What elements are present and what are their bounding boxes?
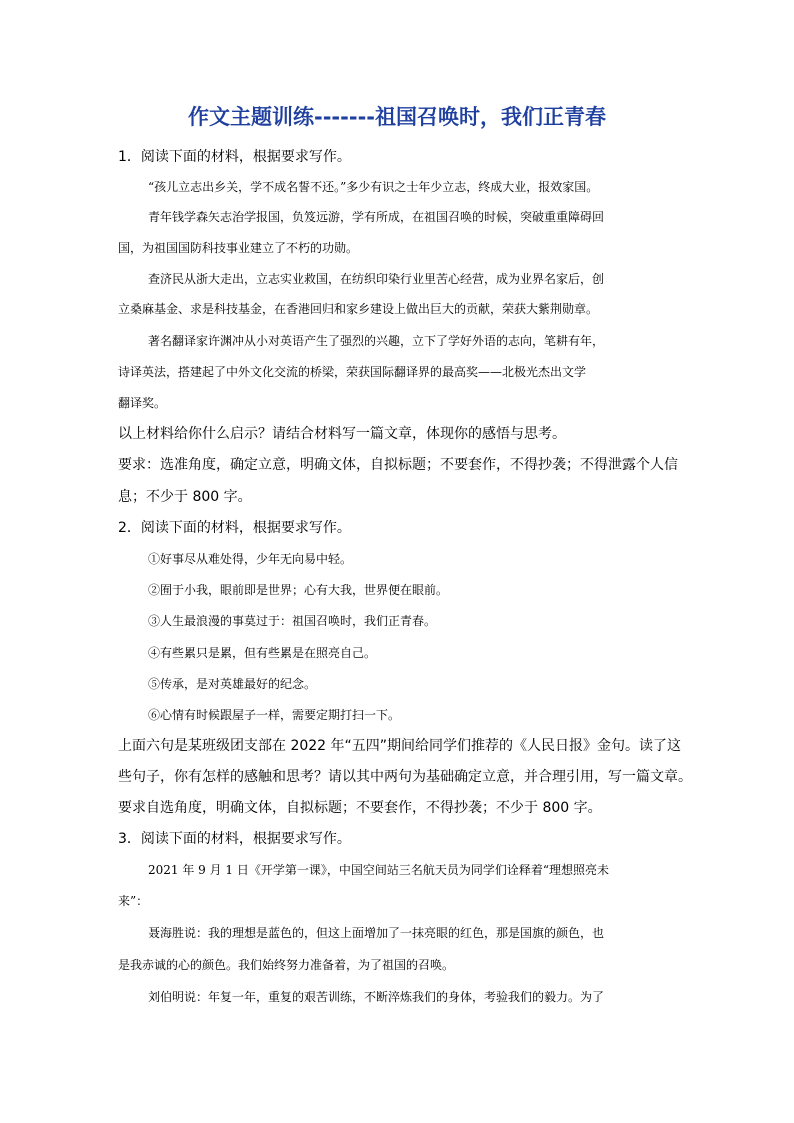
q2-prompt: 要求自选角度，明确文体，自拟标题；不要套作，不得抄袭；不少于 800 字。 bbox=[118, 800, 602, 816]
q2-sentence: ③人生最浪漫的事莫过于：祖国召唤时，我们正青春。 bbox=[148, 614, 437, 628]
q1-material-line: 查济民从浙大走出，立志实业救国，在纺织印染行业里苦心经营，成为业界名家后，创 bbox=[148, 272, 605, 286]
q1-heading: 1．阅读下面的材料，根据要求写作。 bbox=[118, 149, 351, 165]
q1-requirement: 要求：选准角度，确定立意，明确文体，自拟标题；不要套作，不得抄袭；不得泄露个人信 bbox=[118, 457, 678, 473]
q1-material-line: 立桑麻基金、求是科技基金，在香港回归和家乡建设上做出巨大的贡献，荣获大紫荆勋章。 bbox=[118, 302, 599, 316]
q2-sentence: ⑤传承，是对英雄最好的纪念。 bbox=[148, 677, 317, 691]
q2-heading: 2．阅读下面的材料，根据要求写作。 bbox=[118, 520, 351, 536]
q1-prompt: 以上材料给你什么启示？请结合材料写一篇文章，体现你的感悟与思考。 bbox=[118, 426, 566, 442]
q3-material-line: 聂海胜说：我的理想是蓝色的，但这上面增加了一抹亮眼的红色，那是国旗的颜色，也 bbox=[148, 926, 605, 940]
q1-material-line: “孩儿立志出乡关，学不成名誓不还。”多少有识之士年少立志，终成大业，报效家国。 bbox=[148, 180, 599, 194]
q2-sentence: ⑥心情有时候跟屋子一样，需要定期打扫一下。 bbox=[148, 708, 401, 722]
q2-prompt: 些句子，你有怎样的感触和思考？请以其中两句为基础确定立意，并合理引用，写一篇文章。 bbox=[118, 769, 692, 785]
q1-requirement: 息；不少于 800 字。 bbox=[118, 489, 252, 505]
q1-material-line: 国，为祖国国防科技事业建立了不朽的功勋。 bbox=[118, 241, 359, 255]
q2-prompt: 上面六句是某班级团支部在 2022 年“五四”期间给同学们推荐的《人民日报》金句。读了这 bbox=[118, 738, 682, 754]
q3-material-line: 刘伯明说：年复一年，重复的艰苦训练，不断淬炼我们的身体，考验我们的毅力。为了 bbox=[148, 990, 605, 1004]
q3-material-line: 来”： bbox=[118, 894, 149, 908]
q1-material-line: 著名翻译家许渊冲从小对英语产生了强烈的兴趣，立下了学好外语的志向，笔耕有年， bbox=[148, 334, 605, 348]
q2-sentence: ②囿于小我，眼前即是世界；心有大我，世界便在眼前。 bbox=[148, 583, 449, 597]
q3-heading: 3．阅读下面的材料，根据要求写作。 bbox=[118, 831, 351, 847]
q3-material-line: 是我赤诚的心的颜色。我们始终努力准备着，为了祖国的召唤。 bbox=[118, 958, 455, 972]
q2-sentence: ④有些累只是累，但有些累是在照亮自己。 bbox=[148, 646, 377, 660]
document-title: 作文主题训练-------祖国召唤时，我们正青春 bbox=[187, 105, 606, 129]
q2-sentence: ①好事尽从难处得，少年无向易中轻。 bbox=[148, 552, 353, 566]
q1-material-line: 青年钱学森矢志治学报国，负笈远游，学有所成，在祖国召唤的时候，突破重重障碍回 bbox=[148, 210, 605, 224]
q3-material-line: 2021 年 9 月 1 日《开学第一课》，中国空间站三名航天员为同学们诠释着“理想照亮未 bbox=[148, 863, 610, 877]
q1-material-line: 翻译奖。 bbox=[118, 396, 167, 410]
q1-material-line: 诗译英法，搭建起了中外文化交流的桥梁，荣获国际翻译界的最高奖——北极光杰出文学 bbox=[118, 365, 587, 379]
